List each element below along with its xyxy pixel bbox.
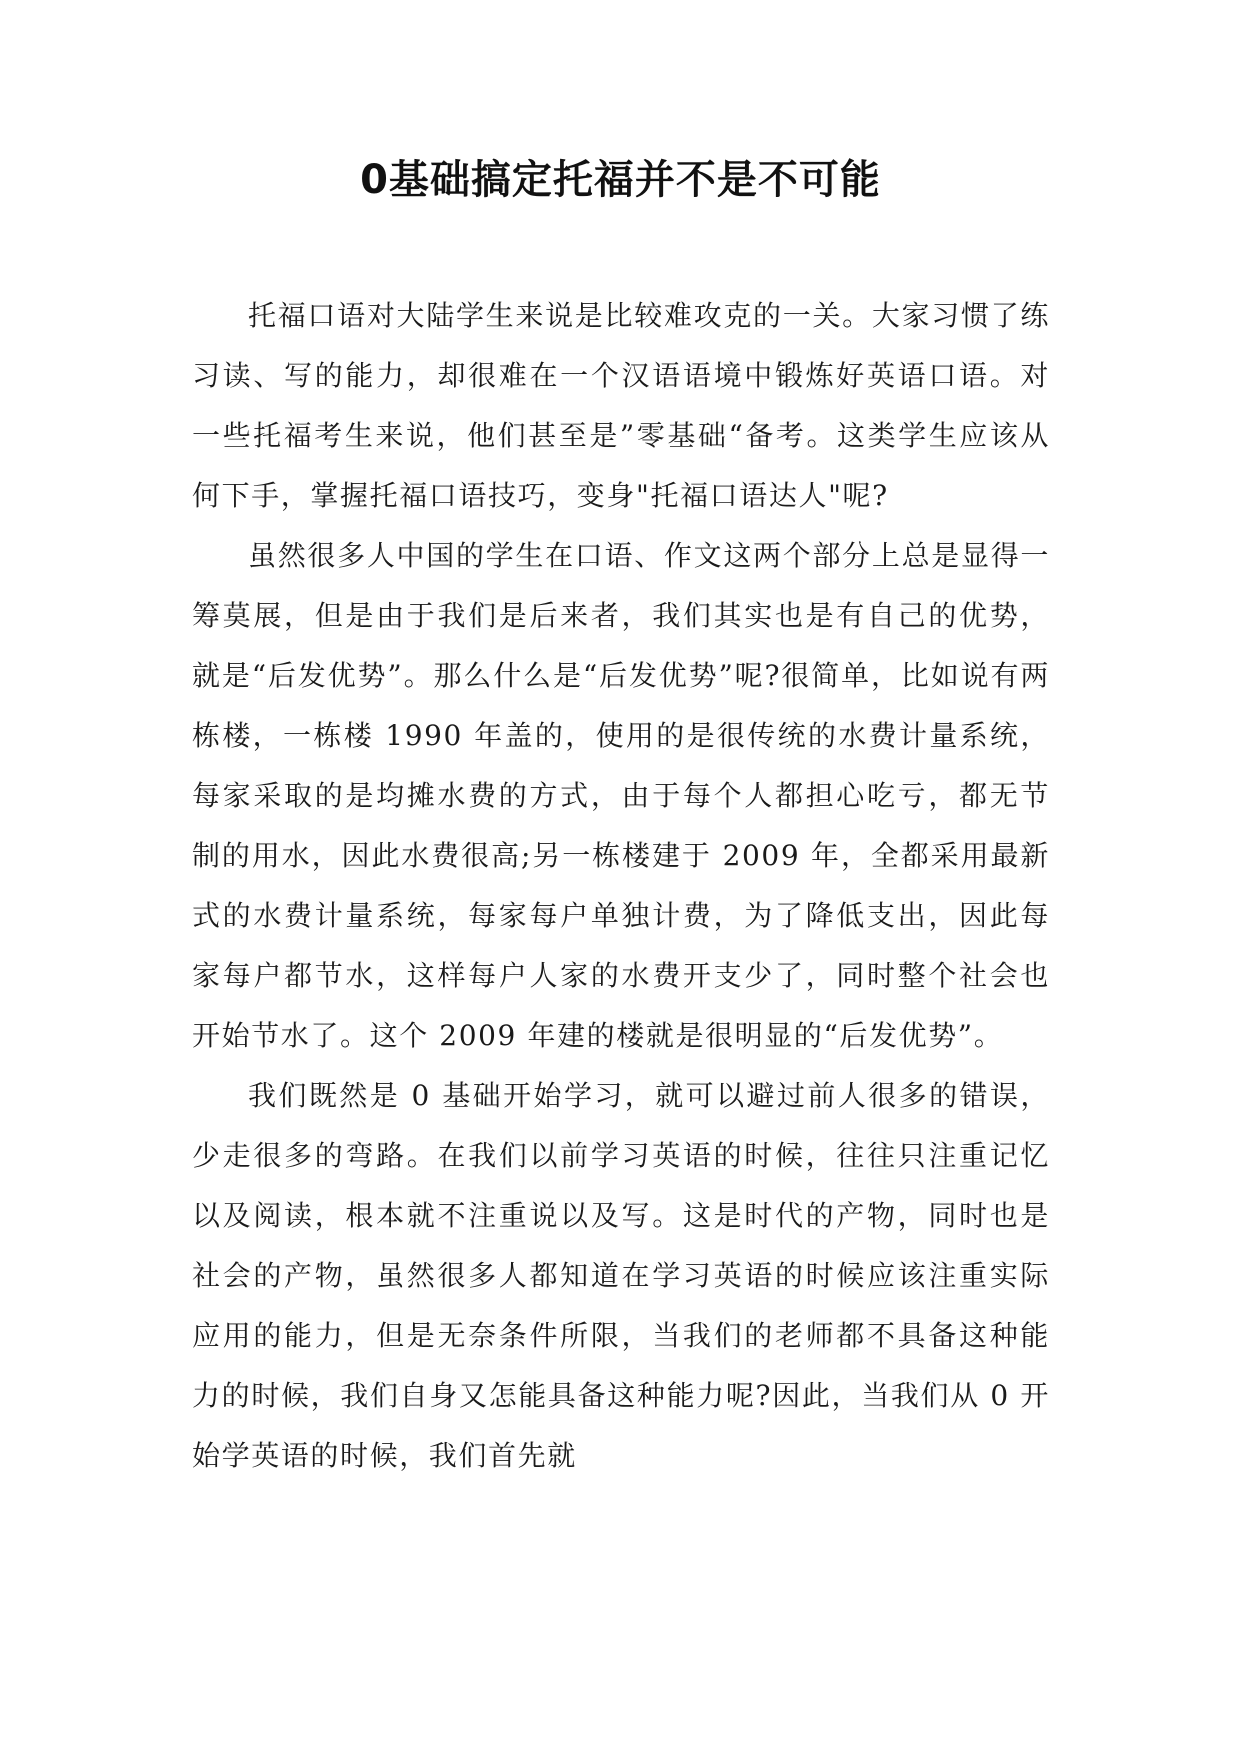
paragraph-3: 我们既然是 0 基础开始学习，就可以避过前人很多的错误，少走很多的弯路。在我们以前学习英语的时候，往往只注重记忆以及阅读，根本就不注重说以及写。这是时代的产物，同时也是社会的产物，虽然很多人都知道在学习英语的时候应该注重实际应用的能力，但是无奈条件所限，当我们的老师都不具备这种能力的时候，我们自身又怎能具备这种能力呢?因此，当我们从 0 开始学英语的时候，我们首先就 bbox=[192, 1079, 1050, 1472]
document-body bbox=[192, 286, 1050, 1486]
paragraph-1: 托福口语对大陆学生来说是比较难攻克的一关。大家习惯了练习读、写的能力，却很难在一个汉语语境中锻炼好英语口语。对一些托福考生来说，他们甚至是”零基础“备考。这类学生应该从何下手，掌握托福口语技巧，变身"托福口语达人"呢? bbox=[192, 299, 1050, 512]
paragraph-2: 虽然很多人中国的学生在口语、作文这两个部分上总是显得一筹莫展，但是由于我们是后来者，我们其实也是有自己的优势，就是“后发优势”。那么什么是“后发优势”呢?很简单，比如说有两栋楼，一栋楼 1990 年盖的，使用的是很传统的水费计量系统，每家采取的是均摊水费的方式，由于每个人都担心吃亏，都无节制的用水，因此水费很高;另一栋楼建于 2009 年，全都采用最新式的水费计量系统，每家每户单独计费，为了降低支出，因此每家每户都节水，这样每户人家的水费开支少了，同时整个社会也开始节水了。这个 2009 年建的楼就是很明显的“后发优势”。 bbox=[192, 539, 1050, 1052]
document-title: 0基础搞定托福并不是不可能 bbox=[360, 157, 881, 203]
